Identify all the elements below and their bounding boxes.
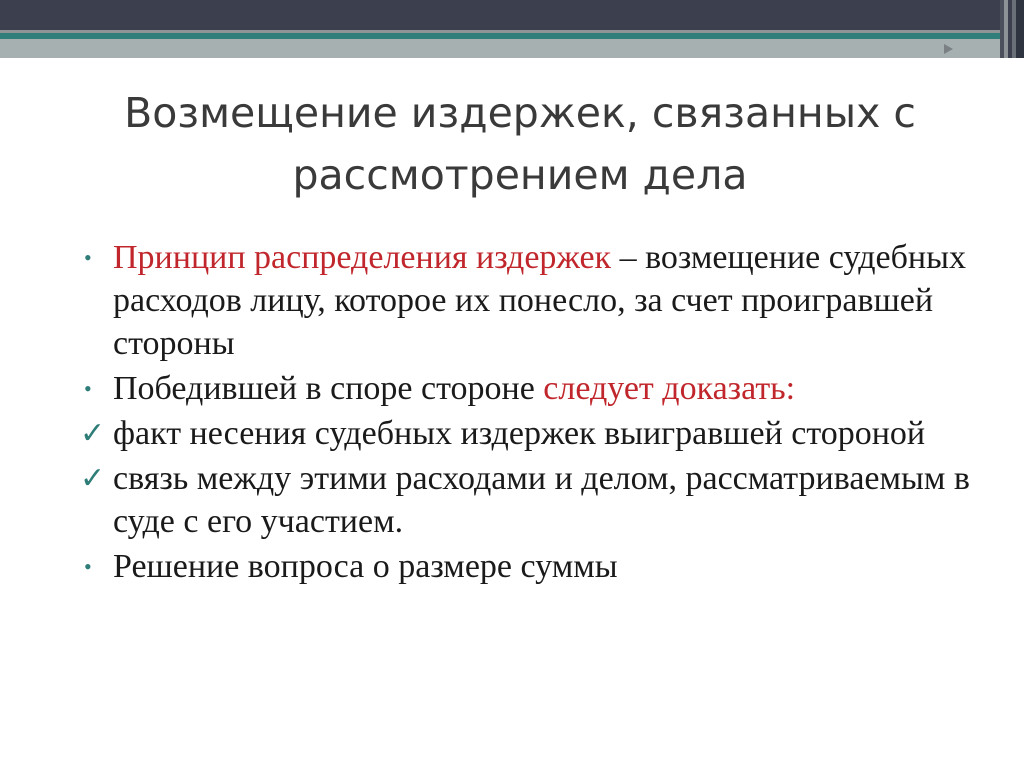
top-bar-accent: [1000, 0, 1024, 58]
bullet-icon: •: [84, 554, 92, 579]
item-text: Решение вопроса о размере суммы: [113, 548, 618, 585]
list-item: [80, 457, 1000, 543]
bullet-icon: •: [84, 376, 92, 401]
list-item: [80, 412, 1000, 455]
item-text: Победившей в споре стороне: [113, 370, 544, 407]
checkmark-icon: ✓: [80, 462, 106, 495]
bullet-icon: •: [84, 245, 92, 270]
item-highlight: Принцип распределения издержек: [113, 239, 612, 276]
item-text: факт несения судебных издержек выигравшей стороной: [113, 415, 926, 452]
item-text: связь между этими расходами и делом, рассматриваемым в суде с его участием.: [113, 460, 970, 540]
item-text: – возмещение судебных расходов лицу, которое их понесло, за счет проигравшей стороны: [113, 239, 966, 362]
slide-content: [80, 236, 1000, 590]
checkmark-icon: ✓: [80, 417, 106, 450]
list-item: [80, 545, 1000, 588]
decorative-triangle-icon: [944, 44, 953, 54]
slide-title: Возмещение издержек, связанных с рассмотрением дела: [124, 89, 916, 199]
list-item: [80, 236, 1000, 365]
item-highlight: следует доказать:: [543, 370, 796, 407]
top-decorative-bar: [0, 0, 1024, 58]
list-item: [80, 367, 1000, 410]
